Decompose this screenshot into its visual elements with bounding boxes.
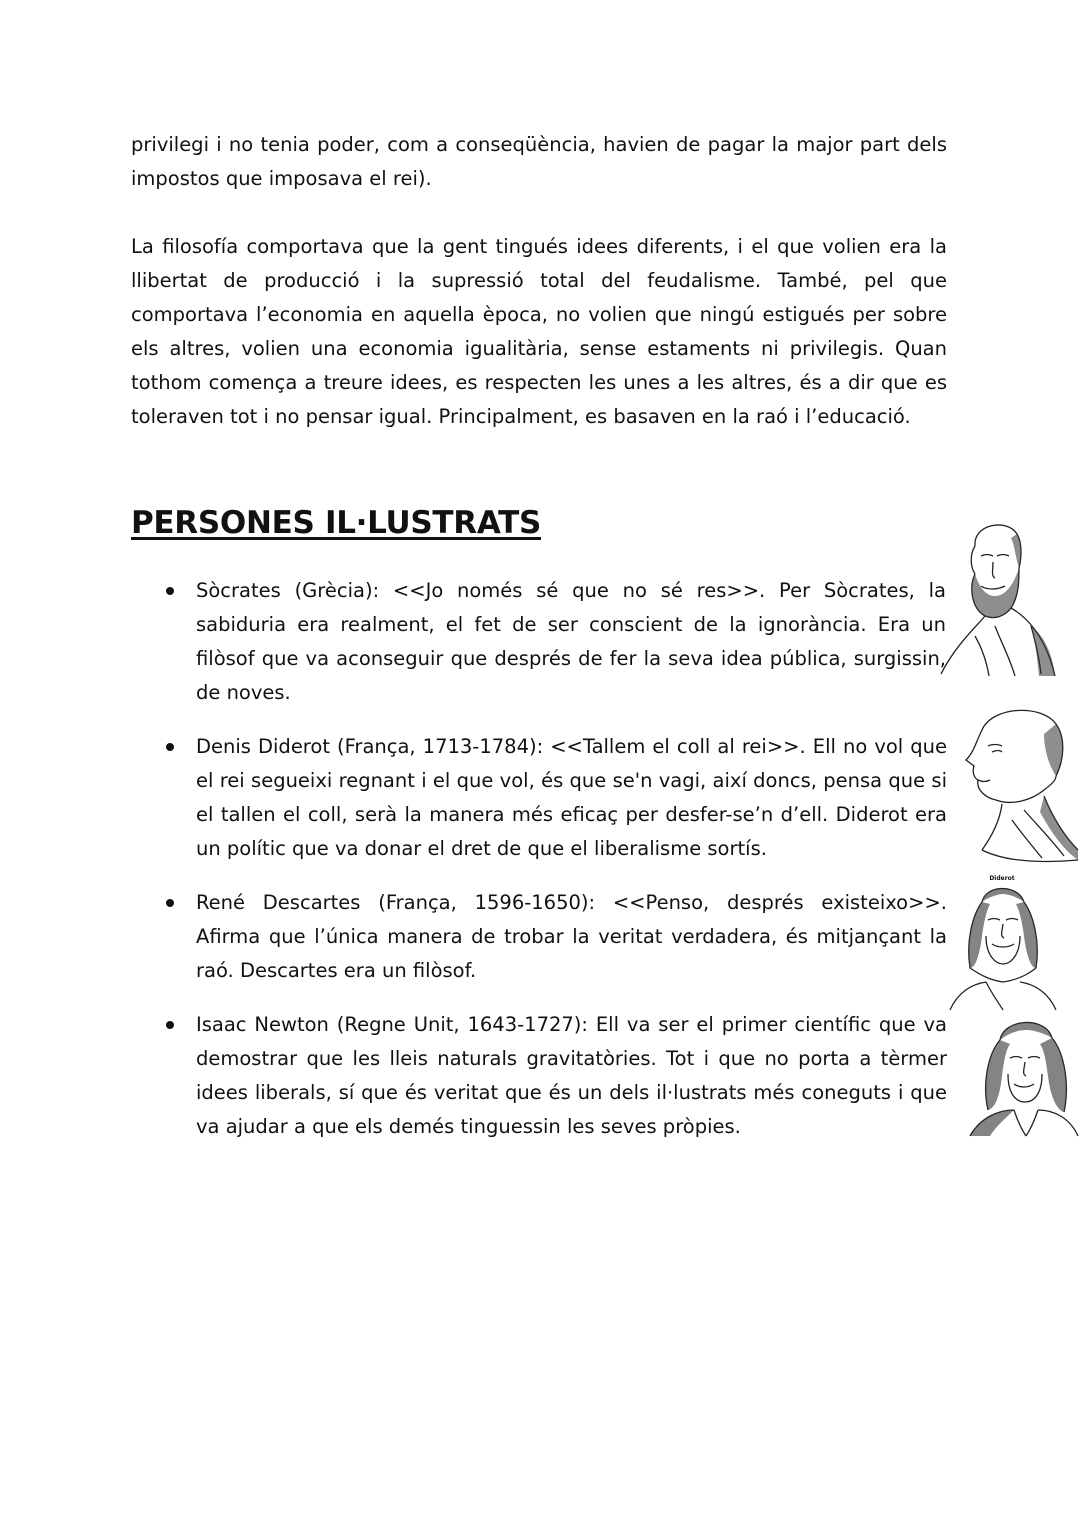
socrates-text: Sòcrates (Grècia): <<Jo només sé que no sé res>>. Per Sòcrates, la sabiduria era realment, el fet de ser conscient de la ignorància. Era un filòsof que va aconseguir que després de fer la seva idea pública, surgissin, de noves. [196, 579, 946, 704]
newton-text: Isaac Newton (Regne Unit, 1643-1727): Ell va ser el primer científic que va demostrar que les lleis naturals gravitatòries. Tot i que no porta a tèrmer idees liberals, sí que és veritat que és un dels il·lustrats més coneguts i que va ajudar a que els demés tinguessin les seves pròpies. [196, 1013, 947, 1138]
socrates-portrait-icon [935, 516, 1059, 678]
list-item-socrates [196, 574, 946, 710]
bullet-icon [166, 743, 174, 751]
list-item-descartes [196, 886, 947, 988]
intro-paragraph: privilegi i no tenia poder, com a conseqüència, havien de pagar la major part dels impostos que imposava el rei). [131, 133, 947, 190]
descartes-portrait-icon [946, 872, 1058, 1012]
list-item-diderot [196, 730, 947, 866]
list-item-newton [196, 1008, 947, 1144]
philosophy-paragraph: La filosofía comportava que la gent tingués idees diferents, i el que volien era la llibertat de producció i la supressió total del feudalisme. També, pel que comportava l’economia en aquella època, no volien que ningú estigués per sobre els altres, volien una economia igualitària, sense estaments ni privilegis. Quan tothom comença a treure idees, es respecten les unes a les altres, és a dir que es toleraven tot i no pensar igual. Principalment, es basaven en la raó i l’educació. [131, 235, 947, 428]
descartes-portrait-caption: Diderot [989, 875, 1015, 882]
bullet-icon [166, 587, 174, 595]
descartes-text: René Descartes (França, 1596-1650): <<Penso, després existeixo>>. Afirma que l’única manera de trobar la veritat verdadera, és mitjançant la raó. Descartes era un filòsof. [196, 891, 947, 982]
newton-portrait-icon [966, 1014, 1080, 1138]
section-heading: PERSONES IL·LUSTRATS [131, 505, 541, 541]
diderot-text: Denis Diderot (França, 1713-1784): <<Tallem el coll al rei>>. Ell no vol que el rei segueixi regnant i el que vol, és que se'n vagi, així doncs, pensa que si el tallen el coll, serà la manera més eficaç per desfer-se’n d’ell. Diderot era un polític que va donar el dret de que el liberalisme sortís. [196, 735, 947, 860]
diderot-portrait-icon [952, 700, 1080, 868]
bullet-icon [166, 1021, 174, 1029]
bullet-icon [166, 899, 174, 907]
